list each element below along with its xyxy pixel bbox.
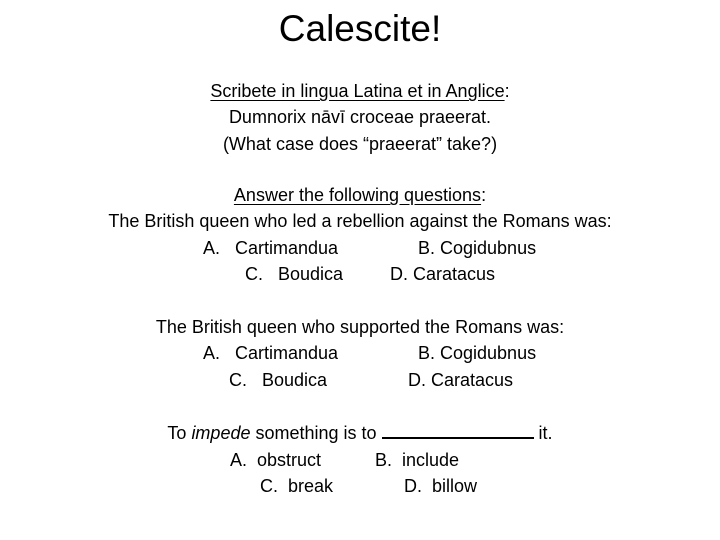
instruction-line — [0, 78, 720, 104]
q3-text-after: it. — [533, 423, 553, 443]
questions-heading: Answer the following questions — [233, 185, 482, 205]
answer-blank — [382, 420, 534, 439]
q2-option-a: A. Cartimandua — [203, 343, 339, 363]
q1-option-a: A. Cartimandua — [203, 238, 339, 258]
question-2-text: The British queen who supported the Romans was: — [155, 317, 565, 337]
q1-option-b: B. Cogidubnus — [418, 238, 537, 258]
q2-option-b: B. Cogidubnus — [418, 343, 537, 363]
q3-italic-word: impede — [191, 423, 251, 443]
q3-option-c: C. break — [260, 476, 334, 496]
q3-option-b: B. include — [375, 450, 460, 470]
latin-sentence: Dumnorix nāvī croceae praeerat. — [228, 107, 492, 127]
questions-heading-line — [0, 182, 720, 208]
q3-text-before: To — [167, 423, 192, 443]
case-question: (What case does “praeerat” take?) — [222, 134, 498, 154]
q1-option-d: D. Caratacus — [390, 264, 496, 284]
q3-option-d: D. billow — [404, 476, 478, 496]
q3-option-a: A. obstruct — [230, 450, 322, 470]
instruction-text: Scribete in lingua Latina et in Anglice — [210, 81, 505, 101]
question-1-text: The British queen who led a rebellion against the Romans was: — [108, 211, 612, 231]
q2-option-d: D. Caratacus — [408, 370, 514, 390]
question-3-text — [0, 420, 720, 446]
slide-title: Calescite! — [278, 8, 442, 49]
q3-text-middle: something is to — [250, 423, 382, 443]
q2-option-c: C. Boudica — [229, 370, 328, 390]
instruction-colon: : — [504, 81, 510, 101]
questions-heading-colon: : — [481, 185, 487, 205]
q1-option-c: C. Boudica — [245, 264, 344, 284]
